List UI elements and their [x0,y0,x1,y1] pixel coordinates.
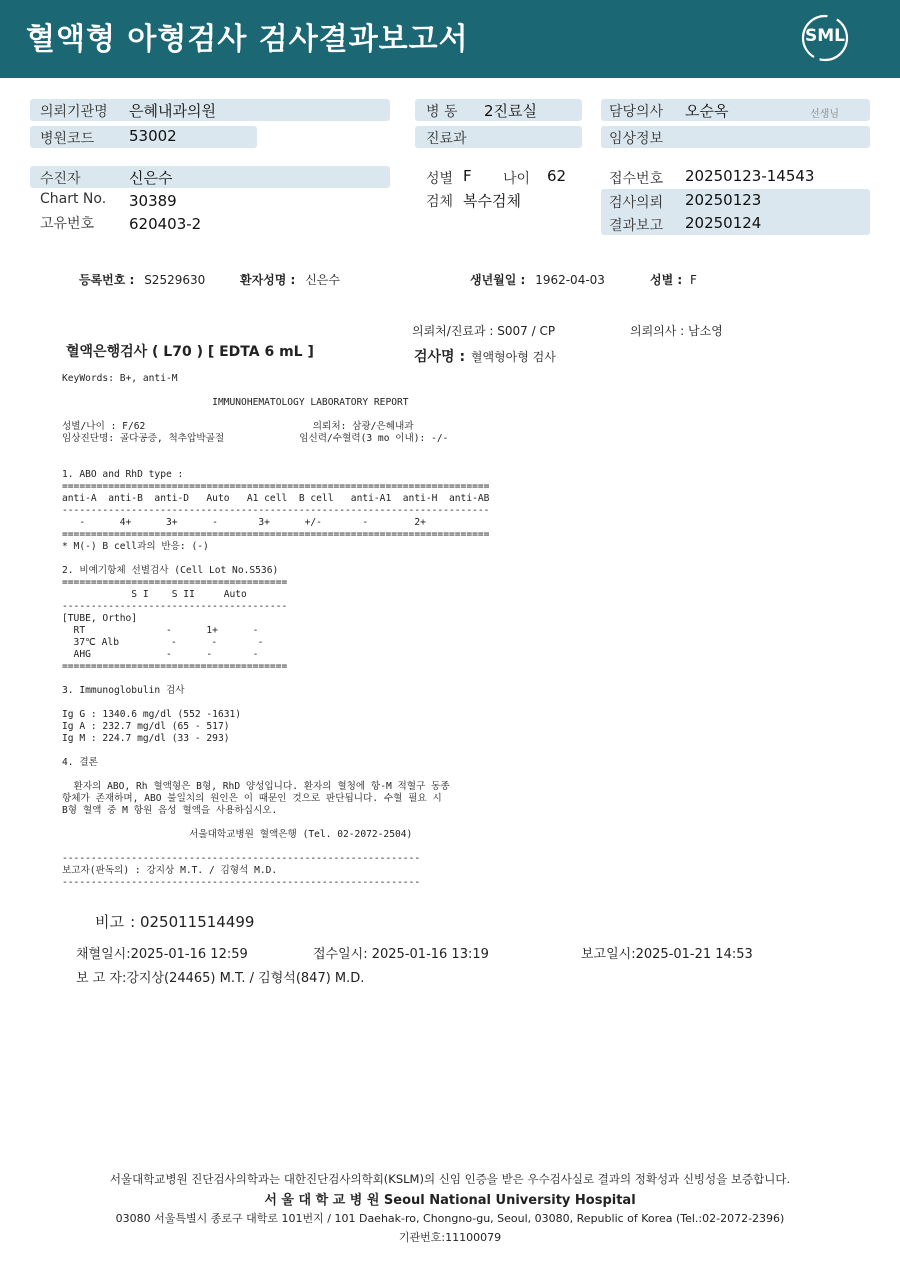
hospital-code-label: 병원코드 [40,131,95,147]
sex-line-value: F [690,273,697,287]
doctor-label: 담당의사 [609,104,664,120]
report-line: 환자의 ABO, Rh 혈액형은 B형, RhD 양성입니다. 환자의 혈청에 항-M 적혈구 동종 [62,781,450,792]
test-name-label: 검사명 : [414,349,466,365]
report-header [0,0,900,78]
collected-value: :2025-01-16 12:59 [126,947,248,962]
patient-name [240,271,340,288]
footer-cert: 서울대학교병원 진단검사의학과는 대한진단검사의학회(KSLM)의 신임 인증을 받은 우수검사실로 결과의 정확성과 신빙성을 보증합니다. [109,1172,791,1186]
report-line: B형 혈액 중 M 항원 음성 혈액을 사용하십시오. [62,805,278,816]
report-line: S I S II Auto [62,589,247,600]
received [313,943,489,962]
dept-label: 진료과 [426,131,467,147]
doctor-value: 오순옥 [685,102,729,120]
referral: 의뢰처/진료과 : S007 / CP [412,324,556,338]
patient-value: 신은수 [129,169,173,187]
report-line: AHG - - - [62,649,259,660]
patient-name-value: 신은수 [305,273,340,287]
report-line: 3. Immunoglobulin 검사 [62,685,185,696]
report-line: 4. 결론 [62,757,98,768]
report-line: IMMUNOHEMATOLOGY LABORATORY REPORT [62,397,409,408]
report-line: Ig G : 1340.6 mg/dl (552 -1631) [62,709,242,720]
dob-label: 생년월일 : [470,273,526,287]
reg-no-value: S2529630 [144,273,206,287]
chart-label: Chart No. [40,191,107,207]
reporter-value: :강지상(24465) M.T. / 김형석(847) M.D. [121,971,365,986]
report-line: 임상진단명: 골다공증, 척추압박골절 임신력/수혈력(3 mo 이내): -/- [62,433,449,444]
reporter [76,967,364,986]
sex-line-label: 성별 : [650,273,683,287]
report-line: KeyWords: B+, anti-M [62,373,178,384]
received-label: 접수일시 [313,947,364,962]
reported [581,943,753,962]
id-value: 620403-2 [129,215,202,233]
test-name-value: 혈액형아형 검사 [470,350,556,364]
hospital-label: 의뢰기관명 [40,104,108,120]
report-line: -------------------------------------------------------------------------- [62,505,490,516]
sex-line [650,271,697,288]
report-line: anti-A anti-B anti-D Auto A1 cell B cell anti-A1 anti-H anti-AB [62,493,490,504]
report-line: 서울대학교병원 혈액은행 (Tel. 02-2072-2504) [62,829,413,840]
ward-value: 2진료실 [484,102,538,120]
reported-value: :2025-01-21 14:53 [631,947,753,962]
age-label: 나이 [503,171,531,187]
report-line: RT - 1+ - [62,625,259,636]
report-line: 1. ABO and RhD type : [62,469,184,480]
report-line: Ig M : 224.7 mg/dl (33 - 293) [62,733,230,744]
report-line: -------------------------------------------------------------- [62,877,421,888]
sex-label: 성별 [426,171,454,187]
test-code: 혈액은행검사 ( L70 ) [ EDTA 6 mL ] [66,344,314,360]
patient-bar [30,166,390,188]
request-value: 20250123 [685,191,762,209]
report-line: ========================================================================== [62,529,490,540]
report-line: --------------------------------------- [62,601,288,612]
report-line: 37℃ Alb - - - [62,637,264,648]
reported-label: 보고일시 [581,947,632,962]
dob-value: 1962-04-03 [535,273,605,287]
report-line: 성별/나이 : F/62 의뢰처: 삼광/은혜내과 [62,421,414,432]
specimen-value: 복수검체 [463,192,521,210]
patient-name-label: 환자성명 : [240,273,296,287]
sex-value: F [463,167,472,185]
hospital-value: 은혜내과의원 [129,102,216,120]
report-title: 혈액형 아형검사 검사결과보고서 [26,22,469,57]
hospital-code-value: 53002 [129,127,177,145]
receipt-value: 20250123-14543 [685,167,815,185]
report-body [62,373,489,889]
report-line: ======================================= [62,661,288,672]
footer-inst-no: 기관번호:11100079 [398,1231,502,1244]
report-line: * M(-) B cell과의 반응: (-) [62,541,209,552]
report-line: ======================================= [62,577,288,588]
remark [95,911,254,932]
received-value: : 2025-01-16 13:19 [363,947,489,962]
id-label: 고유번호 [40,216,95,232]
report-line: [TUBE, Ortho] [62,613,138,624]
footer-address: 03080 서울특별시 종로구 대학로 101번지 / 101 Daehak-ro, Chongno-gu, Seoul, 03080, Republic of Korea (Tel.:02-2072-2396) [115,1212,785,1225]
collected [76,943,248,962]
report-line: 2. 비예기항체 선별검사 (Cell Lot No.S536) [62,565,279,576]
age-value: 62 [547,167,567,185]
test-name [414,346,556,366]
reg-no-label: 등록번호 : [79,273,135,287]
report-line: ========================================================================== [62,481,490,492]
receipt-label: 접수번호 [609,171,664,187]
dob [470,271,605,288]
report-line: 항체가 존재하며, ABO 불일치의 원인은 이 때문인 것으로 판단됩니다. 수혈 필요 시 [62,793,442,804]
chart-value: 30389 [129,192,177,210]
ref-doctor: 의뢰의사 : 남소영 [630,324,723,338]
reg-no [79,271,205,288]
logo-text: SML [805,26,845,46]
report-line: - 4+ 3+ - 3+ +/- - 2+ [62,517,426,528]
footer-hospital: 서 울 대 학 교 병 원 Seoul National University Hospital [264,1193,636,1208]
report-line: Ig A : 232.7 mg/dl (65 - 517) [62,721,230,732]
remark-value: : 025011514499 [130,913,255,931]
remark-label: 비고 [95,913,124,931]
report-line: -------------------------------------------------------------- [62,853,421,864]
reporter-label: 보 고 자 [76,971,122,986]
request-label: 검사의뢰 [609,195,664,211]
doctor-suffix: 선생님 [810,109,839,120]
patient-label: 수진자 [40,171,81,187]
clinical-label: 임상정보 [609,131,664,147]
report-date-label: 결과보고 [609,218,664,234]
collected-label: 채혈일시 [76,947,127,962]
specimen-label: 검체 [426,194,454,210]
ward-label: 병 동 [426,104,458,120]
report-line: 보고자(판독의) : 강지상 M.T. / 김형석 M.D. [62,865,278,876]
report-date-value: 20250124 [685,214,762,232]
